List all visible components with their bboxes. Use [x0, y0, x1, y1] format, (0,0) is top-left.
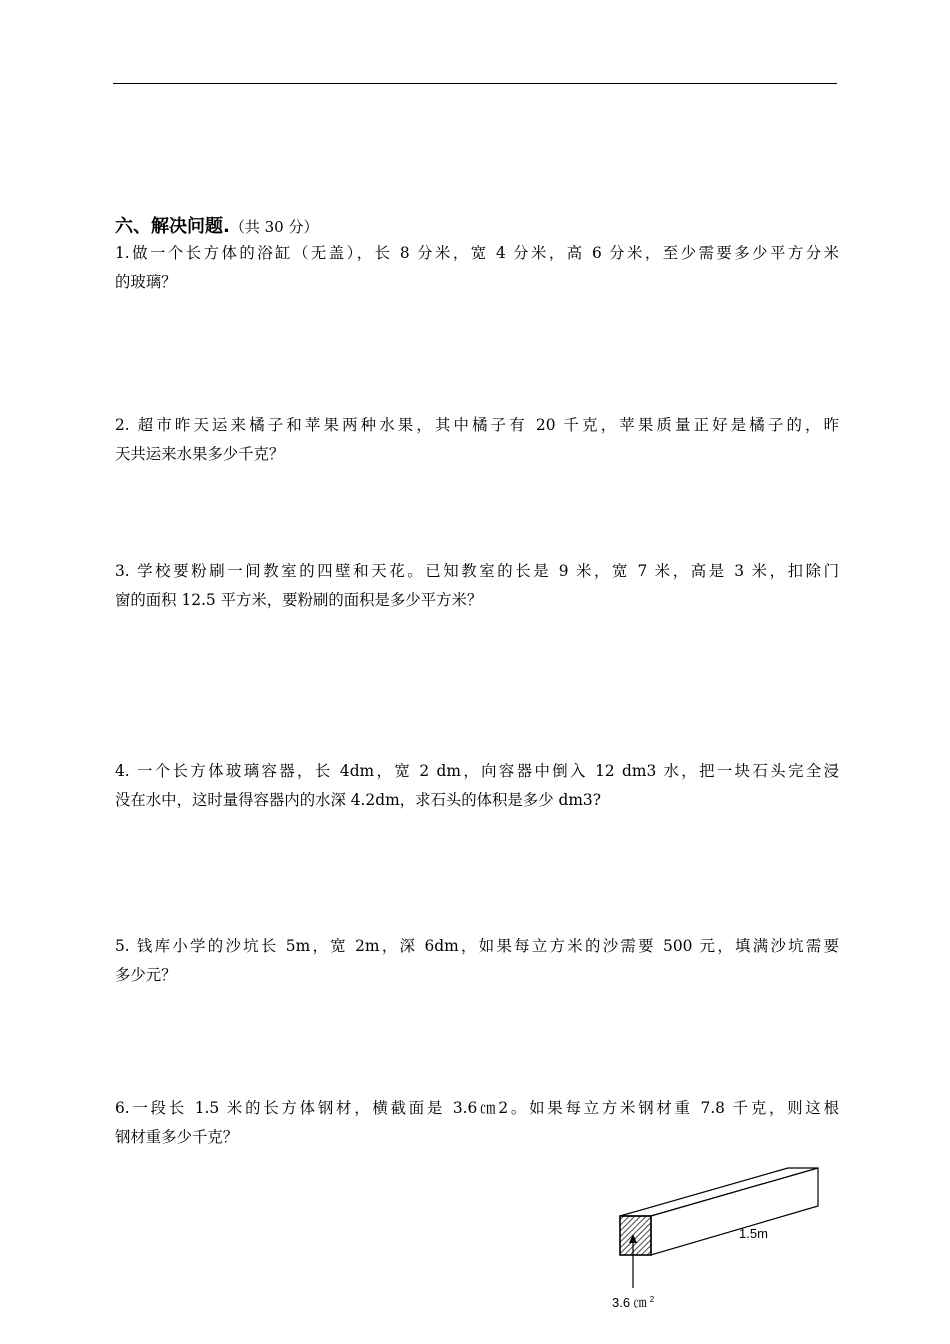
- question-text-line2: 窗的面积 12.5 平方米，要粉刷的面积是多少平方米？: [115, 591, 483, 609]
- question-text-line2: 天共运来水果多少千克？: [115, 445, 285, 463]
- question-text-line1: 1.做一个长方体的浴缸（无盖），长 8 分米，宽 4 分米，高 6 分米，至少需要多少平方分米: [115, 244, 839, 262]
- question-5: [115, 932, 839, 990]
- length-label: 1.5m: [739, 1226, 768, 1241]
- bar-side-face: [651, 1168, 818, 1255]
- question-text-line2: 多少元？: [115, 966, 177, 984]
- question-4: [115, 757, 839, 815]
- question-text-line2: 的玻璃？: [115, 273, 177, 291]
- area-label-exponent: 2: [649, 1294, 655, 1304]
- question-text-line2: 钢材重多少千克？: [115, 1128, 239, 1146]
- question-text-line1: 4. 一个长方体玻璃容器，长 4dm，宽 2 dm，向容器中倒入 12 dm3 水，把一块石头完全浸: [115, 762, 839, 780]
- steel-bar-figure: [600, 1160, 840, 1310]
- question-text-line1: 3. 学校要粉刷一间教室的四壁和天花。已知教室的长是 9 米，宽 7 米，高是 3 米，扣除门: [115, 562, 839, 580]
- question-text-line1: 6.一段长 1.5 米的长方体钢材，横截面是 3.6㎝2。如果每立方米钢材重 7.8 千克，则这根: [115, 1099, 839, 1117]
- steel-bar-diagram: [600, 1160, 840, 1310]
- section-heading: [115, 212, 318, 238]
- question-text-line1: 2. 超市昨天运来橘子和苹果两种水果，其中橘子有 20 千克，苹果质量正好是橘子的，昨: [115, 416, 839, 434]
- section-title: 六、解决问题.: [115, 216, 230, 237]
- area-label-value: 3.6 ㎝: [612, 1295, 647, 1310]
- area-label: [612, 1292, 654, 1311]
- section-score-note: （共 30 分）: [229, 218, 319, 236]
- question-text-line2: 没在水中，这时量得容器内的水深 4.2dm，求石头的体积是多少 dm3?: [115, 791, 601, 809]
- cross-section-hatched: [620, 1216, 651, 1255]
- question-6: [115, 1094, 839, 1152]
- question-2: [115, 411, 839, 469]
- question-3: [115, 557, 839, 615]
- header-rule: [113, 83, 837, 84]
- question-1: [115, 239, 839, 297]
- question-text-line1: 5. 钱库小学的沙坑长 5m，宽 2m，深 6dm，如果每立方米的沙需要 500 元，填满沙坑需要: [115, 937, 839, 955]
